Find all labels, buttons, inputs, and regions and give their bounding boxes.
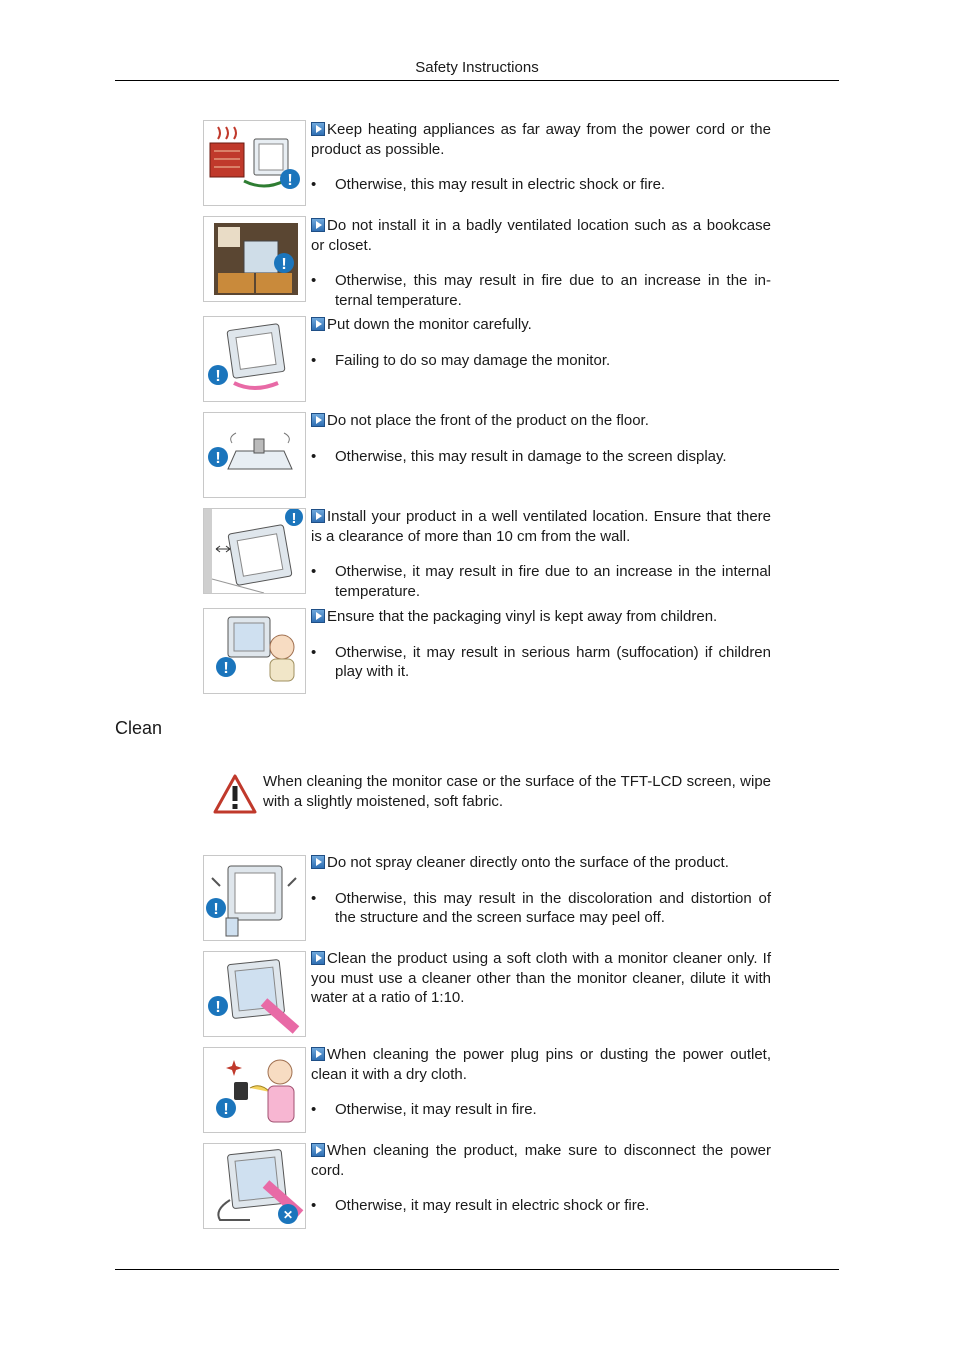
bullet-dot: • [311,447,317,465]
bullet-text: Otherwise, it may result in fire due to an increase in the internal temperature. [335,563,771,600]
instruction-text: Clean the product using a soft cloth with a monitor cleaner only. If you must use a cleaner other than the monitor cleaner, dilute it with water at a ratio of 1:10. [311,950,771,1006]
bullet-dot: • [311,351,317,369]
wiping-monitor-illustration [203,951,306,1037]
clean-warning-text: When cleaning the monitor case or the surface of the TFT-LCD screen, wipe with a slightly moistened, soft fabric. [263,773,771,810]
svg-text:!: ! [287,172,293,189]
blue-arrow-icon [311,122,325,136]
warning-triangle-icon [213,774,257,819]
svg-text:!: ! [223,1101,229,1118]
section-title-clean: Clean [115,718,163,738]
bullet-dot: • [311,889,317,907]
bullet-item [311,562,771,601]
child-packaging-vinyl-illustration [203,608,306,694]
heater-near-monitor-illustration [203,120,306,206]
blue-arrow-icon [311,413,325,427]
blue-arrow-icon [311,609,325,623]
instruction-text: Do not place the front of the product on the floor. [327,412,649,429]
bullet-text: Otherwise, this may result in electric shock or fire. [335,176,666,193]
monitor-dropped-illustration [203,316,306,402]
instruction-text: Do not spray cleaner directly onto the surface of the product. [327,854,729,871]
bullet-item [311,271,771,310]
svg-text:!: ! [215,999,221,1016]
page-header-title: Safety Instructions [415,59,539,76]
svg-text:!: ! [281,256,287,273]
svg-text:!: ! [213,901,219,918]
bullet-dot: • [311,1197,317,1214]
bullet-dot: • [311,1101,317,1118]
instruction-text: When cleaning the product, make sure to disconnect the power cord. [311,1142,771,1179]
bullet-item [311,1196,771,1216]
instruction-text: Ensure that the packaging vinyl is kept away from children. [327,608,718,625]
bullet-text: Otherwise, it may result in electric shock or fire. [335,1197,650,1214]
svg-text:!: ! [291,510,297,527]
svg-text:!: ! [215,450,221,467]
instruction-text: Keep heating appliances as far away from the power cord or the product as possible. [311,121,771,158]
monitor-wall-clearance-illustration [203,508,306,594]
bullet-dot: • [311,643,317,661]
bullet-item [311,351,771,371]
disconnect-power-cord-illustration [203,1143,306,1229]
bullet-item [311,175,771,195]
bookcase-monitor-illustration [203,216,306,302]
svg-text:!: ! [223,660,229,677]
cleaning-plug-illustration [203,1047,306,1133]
bullet-text: Otherwise, this may result in fire due to an increase in the in-ternal temperature. [335,272,771,309]
bullet-dot: • [311,272,317,289]
blue-arrow-icon [311,509,325,523]
blue-arrow-icon [311,1143,325,1157]
instruction-text: Install your product in a well ventilated location. Ensure that there is a clearance of more than 10 cm from the wall. [311,508,771,545]
blue-arrow-icon [311,1047,325,1061]
bullet-text: Otherwise, this may result in damage to the screen display. [335,447,727,465]
bullet-text: Failing to do so may damage the monitor. [335,351,611,369]
bullet-dot: • [311,563,317,580]
bullet-item [311,447,771,467]
blue-arrow-icon [311,317,325,331]
header-rule [115,80,839,81]
blue-arrow-icon [311,218,325,232]
bullet-text: Otherwise, it may result in fire. [335,1101,537,1118]
blue-arrow-icon [311,951,325,965]
svg-text:!: ! [215,368,221,385]
instruction-text: When cleaning the power plug pins or dusting the power outlet, clean it with a dry cloth. [311,1046,771,1083]
blue-arrow-icon [311,855,325,869]
bullet-text: Otherwise, this may result in the discoloration and distortion of the structure and the screen surface may peel off. [335,889,771,926]
bullet-dot: • [311,176,317,193]
footer-rule [115,1269,839,1270]
bullet-item [311,643,771,682]
svg-text:✕: ✕ [282,1208,294,1222]
monitor-face-down-illustration [203,412,306,498]
bullet-item [311,1100,771,1120]
bullet-item [311,889,771,928]
instruction-text: Put down the monitor carefully. [327,316,532,333]
bullet-text: Otherwise, it may result in serious harm (suffocation) if children play with it. [335,643,771,680]
instruction-text: Do not install it in a badly ventilated location such as a bookcase or closet. [311,217,771,254]
spray-cleaner-illustration [203,855,306,941]
